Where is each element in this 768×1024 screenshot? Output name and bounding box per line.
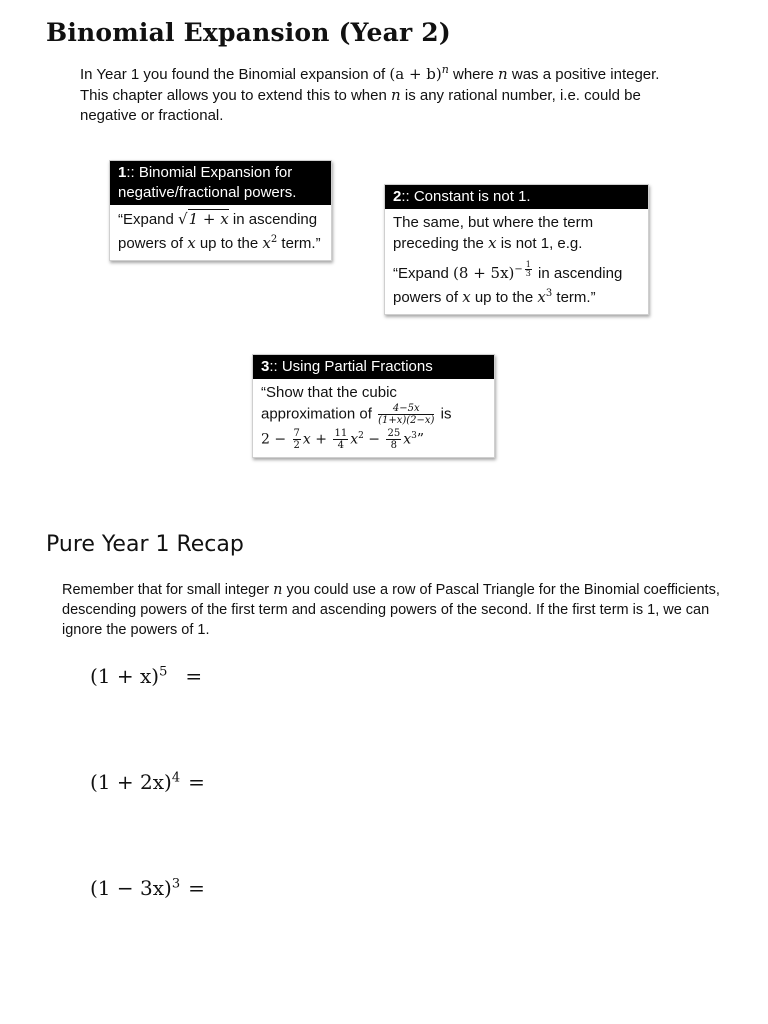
fraction: [293, 428, 301, 451]
intro-expression-power: n: [441, 63, 449, 76]
equation-base: (1 + x): [90, 664, 160, 688]
variable: x: [262, 234, 271, 252]
intro-text: In Year 1 you found the Binomial expansion of: [80, 66, 390, 83]
box-text: is: [436, 405, 452, 423]
power: 3: [545, 288, 553, 299]
fraction-numerator: 11: [334, 428, 348, 440]
box-paragraph: [393, 260, 640, 308]
topic-box-header: [253, 355, 494, 379]
box-paragraph: [261, 383, 486, 426]
exponent-fraction: [525, 261, 532, 278]
intro-text: was a positive integer. This chapter allows you to extend this to when: [80, 66, 660, 104]
topic-box-body: [110, 205, 331, 260]
topic-box-3: [252, 354, 495, 458]
fraction-denominator: (1+x)(2−x): [378, 415, 435, 426]
equation-power: 4: [171, 770, 181, 786]
power: 3: [411, 431, 417, 441]
fraction-denominator: 2: [293, 440, 300, 452]
topic-heading: :: Constant is not 1.: [401, 188, 531, 205]
fraction-denominator: 4: [337, 440, 344, 452]
fraction-numerator: 7: [293, 428, 300, 440]
topic-number: 2: [393, 188, 402, 205]
exponent-sign: −: [514, 264, 523, 275]
intro-text: where: [448, 66, 499, 83]
box-text: is not 1, e.g.: [496, 235, 583, 252]
sqrt-symbol: √: [178, 210, 188, 228]
equals-sign: =: [188, 876, 205, 900]
box-text: “Expand: [393, 265, 454, 282]
term: ”: [416, 431, 425, 448]
term: 2 −: [261, 431, 287, 448]
variable: x: [537, 288, 546, 306]
section-title: Pure Year 1 Recap: [46, 532, 244, 557]
box-text: term.”: [552, 289, 596, 306]
recap-text: you could use a row of Pascal Triangle for the Binomial coefficients, descending powers of the first term and ascending powers of the second. If the first term is 1, we can ignore the powers of 1.: [62, 582, 720, 638]
box-text: term.”: [277, 235, 321, 252]
equals-sign: =: [188, 770, 205, 794]
fraction-numerator: 1: [525, 260, 531, 269]
equation-3: [90, 876, 205, 900]
box-paragraph: [393, 213, 640, 254]
equation-1: [90, 664, 202, 688]
fraction: [378, 403, 434, 426]
exponent: [514, 260, 533, 278]
box-text: “Show that the cubic approximation of: [261, 384, 397, 423]
equals-sign: =: [185, 664, 203, 688]
topic-heading: :: Binomial Expansion for negative/fractional powers.: [118, 164, 297, 201]
intro-expression-base: (a + b): [389, 65, 442, 83]
recap-paragraph: [62, 580, 722, 640]
topic-number: 1: [118, 164, 127, 181]
power: 2: [270, 234, 278, 245]
equation-base: (1 − 3x): [90, 876, 172, 900]
recap-text: Remember that for small integer: [62, 582, 274, 598]
intro-variable: n: [498, 65, 508, 83]
topic-heading: :: Using Partial Fractions: [269, 358, 433, 375]
fraction-numerator: 25: [387, 428, 401, 440]
box-text: in ascending powers of: [393, 265, 623, 306]
variable: x: [403, 431, 412, 448]
topic-box-header: [110, 161, 331, 205]
topic-box-body: [253, 379, 494, 457]
variable: x: [350, 431, 359, 448]
topic-number: 3: [261, 358, 270, 375]
fraction: [386, 428, 401, 451]
equation-power: 3: [171, 876, 181, 892]
intro-text: is any rational number, i.e. could be negative or fractional.: [80, 87, 641, 124]
equation-base: (1 + 2x): [90, 770, 172, 794]
topic-box-2: [384, 184, 649, 315]
fraction: [333, 428, 348, 451]
equation-2: [90, 770, 205, 794]
topic-box-body: [385, 209, 648, 314]
intro-variable: n: [391, 86, 401, 104]
term: x +: [302, 431, 327, 448]
radicand: 1 + x: [188, 210, 229, 228]
cubic-approximation: [261, 426, 486, 451]
box-text: The same, but where the term preceding the: [393, 214, 594, 252]
variable: n: [273, 582, 283, 598]
page-title: Binomial Expansion (Year 2): [46, 18, 451, 47]
box-text: up to the: [195, 235, 263, 252]
variable: x: [187, 234, 196, 252]
intro-expression: [389, 65, 448, 83]
expression: (8 + 5x): [453, 264, 515, 282]
fraction-denominator: 8: [390, 440, 398, 452]
topic-box-1: [109, 160, 332, 261]
fraction-denominator: 3: [525, 269, 531, 278]
box-text: in ascending powers of: [118, 211, 318, 252]
term: −: [363, 431, 381, 448]
box-text: up to the: [470, 289, 538, 306]
topic-box-header: [385, 185, 648, 209]
variable: x: [488, 234, 497, 252]
intro-paragraph: [80, 60, 690, 126]
variable: x: [462, 288, 471, 306]
equation-power: 5: [159, 664, 168, 680]
power: 2: [358, 431, 364, 441]
fraction-numerator: 4−5x: [378, 403, 434, 415]
box-text: “Expand: [118, 211, 179, 228]
